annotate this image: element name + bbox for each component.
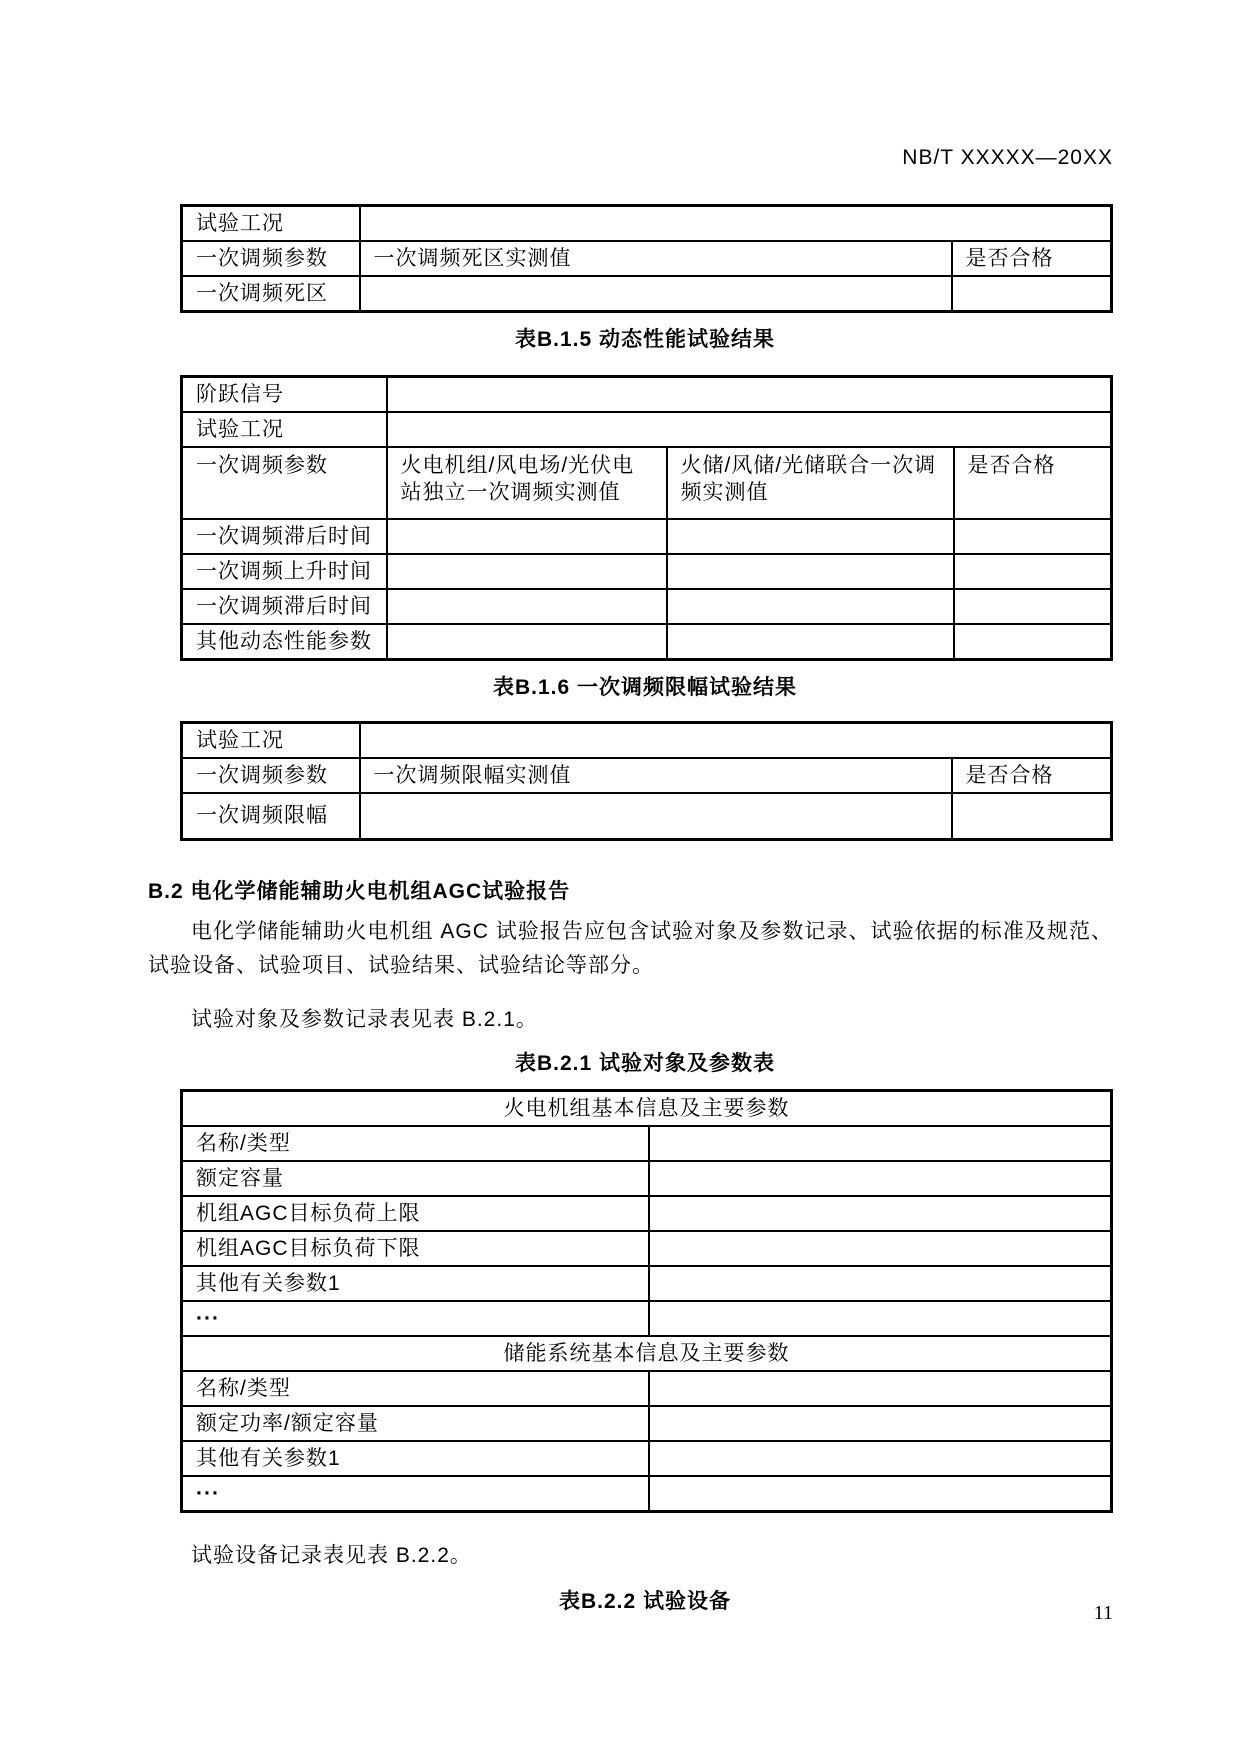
value-cell [360,723,1112,759]
table-row [182,1371,1112,1406]
table-limit-results [180,721,1113,841]
ellipsis-row-cell: ··· [182,1301,649,1336]
row-label-cell: 一次调频上升时间 [182,554,387,589]
value-cell [649,1231,1112,1266]
row-label-cell: 一次调频参数 [182,758,360,793]
table-caption-b22: 表B.2.2 试验设备 [558,1590,732,1613]
group-header-cell: 储能系统基本信息及主要参数 [182,1336,1112,1371]
row-label-cell: 其他有关参数1 [182,1266,649,1301]
table-test-object-params [180,1089,1113,1513]
value-cell [649,1301,1112,1336]
value-cell [649,1406,1112,1441]
ellipsis-row-cell: ··· [182,1476,649,1512]
column-header-cell: 一次调频限幅实测值 [360,758,952,793]
group-header-cell: 火电机组基本信息及主要参数 [182,1091,1112,1127]
value-cell [360,793,952,840]
table-row [182,1476,1112,1512]
value-cell [667,519,954,554]
table-row [182,206,1112,242]
table-row [182,758,1112,793]
value-cell [954,519,1112,554]
value-cell [954,589,1112,624]
table-row [182,1266,1112,1301]
group-header-row [182,1091,1112,1127]
column-header-cell: 是否合格 [952,758,1112,793]
table-row [182,1441,1112,1476]
row-label-cell: 一次调频滞后时间 [182,519,387,554]
body-paragraph: 试验设备记录表见表 B.2.2。 [191,1544,472,1567]
value-cell [649,1161,1112,1196]
standard-code-header: NB/T XXXXX—20XX [902,146,1113,169]
row-label-cell: 试验工况 [182,723,360,759]
row-label-cell: 名称/类型 [182,1371,649,1406]
table-row [182,723,1112,759]
table-row [182,412,1112,447]
value-cell [952,276,1112,312]
row-label-cell: 机组AGC目标负荷下限 [182,1231,649,1266]
table-row [182,624,1112,660]
table-caption-b16: 表B.1.6 一次调频限幅试验结果 [492,676,798,699]
table-row [182,519,1112,554]
table-row [182,554,1112,589]
column-header-cell: 一次调频死区实测值 [360,241,952,276]
table-row [182,589,1112,624]
page-number: 11 [1093,1602,1113,1624]
table-row [182,1196,1112,1231]
table-header-row [182,447,1112,519]
value-cell [360,276,952,312]
group-header-row [182,1336,1112,1371]
body-paragraph: 试验对象及参数记录表见表 B.2.1。 [191,1008,538,1031]
value-cell [387,589,667,624]
row-label-cell: 试验工况 [182,206,360,242]
row-label-cell: 名称/类型 [182,1126,649,1161]
table-row [182,793,1112,840]
row-label-cell: 阶跃信号 [182,377,387,413]
row-label-cell: 试验工况 [182,412,387,447]
value-cell [387,519,667,554]
table-row [182,1406,1112,1441]
value-cell [667,624,954,660]
row-label-cell: 一次调频参数 [182,241,360,276]
value-cell [954,624,1112,660]
column-header-cell: 是否合格 [952,241,1112,276]
column-header-cell: 火电机组/风电场/光伏电站独立一次调频实测值 [387,447,667,519]
column-header-cell: 火储/风储/光储联合一次调频实测值 [667,447,954,519]
page-content [148,0,1113,1615]
value-cell [649,1441,1112,1476]
section-heading-b2: B.2 电化学储能辅助火电机组AGC试验报告 [148,880,571,903]
body-paragraph: 电化学储能辅助火电机组 AGC 试验报告应包含试验对象及参数记录、试验依据的标准及规范、试验设备、试验项目、试验结果、试验结论等部分。 [148,920,1113,977]
table-row [182,276,1112,312]
value-cell [387,554,667,589]
value-cell [649,1126,1112,1161]
value-cell [387,624,667,660]
table-row [182,1231,1112,1266]
value-cell [649,1371,1112,1406]
row-label-cell: 一次调频滞后时间 [182,589,387,624]
table-dynamic-performance [180,375,1113,661]
row-label-cell: 其他动态性能参数 [182,624,387,660]
table-row [182,377,1112,413]
table-deadband-results [180,204,1113,313]
value-cell [387,377,1112,413]
table-row [182,1301,1112,1336]
value-cell [954,554,1112,589]
column-header-cell: 是否合格 [954,447,1112,519]
row-label-cell: 额定容量 [182,1161,649,1196]
value-cell [649,1476,1112,1512]
value-cell [952,793,1112,840]
value-cell [360,206,1112,242]
row-label-cell: 额定功率/额定容量 [182,1406,649,1441]
table-row [182,1161,1112,1196]
row-label-cell: 机组AGC目标负荷上限 [182,1196,649,1231]
table-caption-b15: 表B.1.5 动态性能试验结果 [514,328,776,351]
row-label-cell: 其他有关参数1 [182,1441,649,1476]
value-cell [387,412,1112,447]
row-label-cell: 一次调频参数 [182,447,387,519]
value-cell [667,554,954,589]
row-label-cell: 一次调频死区 [182,276,360,312]
value-cell [667,589,954,624]
table-caption-b21: 表B.2.1 试验对象及参数表 [514,1052,776,1075]
table-row [182,1126,1112,1161]
table-row [182,241,1112,276]
value-cell [649,1196,1112,1231]
row-label-cell: 一次调频限幅 [182,793,360,840]
value-cell [649,1266,1112,1301]
